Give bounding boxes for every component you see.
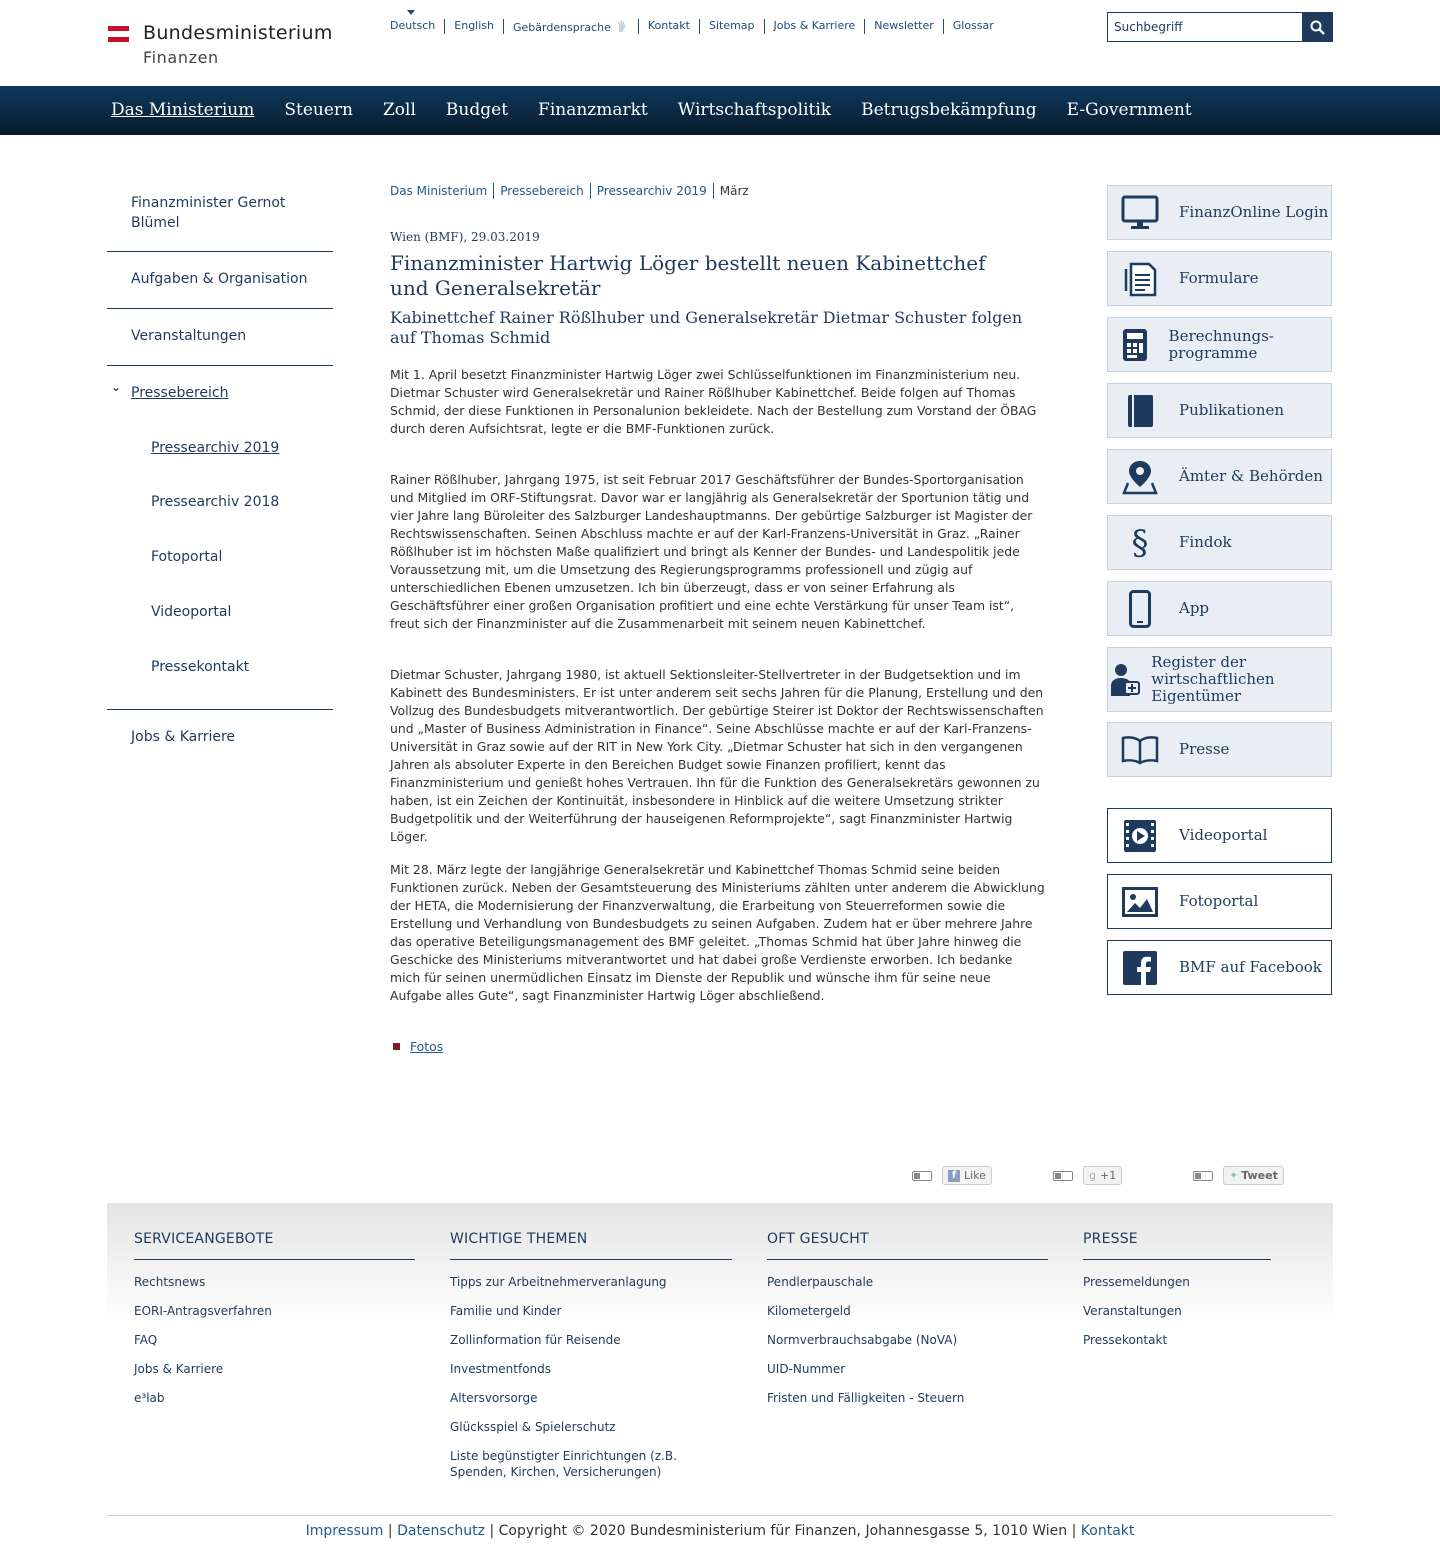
- google-small-icon: g: [1089, 1169, 1096, 1182]
- mainnav-budget[interactable]: Budget: [445, 100, 509, 120]
- article: [390, 183, 1046, 1054]
- leftnav-fotoportal[interactable]: Fotoportal: [151, 549, 223, 565]
- footer-column-title: SERVICEANGEBOTE: [134, 1231, 415, 1260]
- tile-label: BMF auf Facebook: [1179, 958, 1322, 976]
- footer-link[interactable]: Altersvorsorge: [450, 1391, 538, 1405]
- berechnungsprogramme-tile[interactable]: [1107, 317, 1332, 372]
- fotos-link[interactable]: [390, 1039, 443, 1054]
- app-tile[interactable]: [1107, 581, 1332, 636]
- article-paragraph: Mit 1. April besetzt Finanzminister Hartwig Löger zwei Schlüsselfunktionen im Finanzministerium neu. Dietmar Schuster wird Generalsekretär und Rainer Rößlhuber Kabinettchef. Beide folgen auf Thomas Schmid, der diese Funktionen in Personalunion bekleidete. Nach der Bestellung zum Vorstand der ÖBAG durch deren Aufsichtsrat, legte er die BMF-Funktionen zurück.: [390, 367, 1037, 436]
- tweet-button[interactable]: [1223, 1166, 1284, 1185]
- twitter-small-icon: ✦: [1229, 1169, 1239, 1182]
- facebook-like-widget: [912, 1166, 992, 1185]
- mainnav-ministerium[interactable]: Das Ministerium: [111, 100, 255, 120]
- article-paragraph: Rainer Rößlhuber, Jahrgang 1975, ist seit Februar 2017 Geschäftsführer der Bundes-Sportorganisation und Mitglied im ORF-Stiftungsrat. Davor war er langjährig als Generalsekretär der Sportunion tätig und vier Jahre lang Büroleiter des Salzburger Landeshauptmanns. Der gebürtige Salzburger ist Magister der Rechtswissenschaften. Seinen Abschluss machte er auf der Karl-Franzens-Universität in Graz. „Rainer Rößlhuber ist im höchsten Maße qualifiziert und bringt als Kenner der Bundes- und Landespolitik jede Voraussetzung mit, um die Umsetzung des Regierungsprogramms professionell und zügig auf unterschiedlichen Ebenen umzusetzen. Ich bin überzeugt, dass er von seiner Erfahrung als Geschäftsführer einer großen Organisation profitiert und eine echte Verstärkung für unser Team ist“, freut sich der Finanzminister auf die Zusammenarbeit mit seinem neuen Kabinettchef.: [390, 472, 1033, 631]
- article-dateline: Wien (BMF), 29.03.2019: [390, 230, 540, 244]
- topnav-sitemap[interactable]: Sitemap: [699, 19, 764, 34]
- sign-language-hand-icon: [615, 19, 629, 33]
- videoportal-tile[interactable]: [1107, 808, 1332, 863]
- mainnav-finanzmarkt[interactable]: Finanzmarkt: [538, 100, 648, 120]
- separator: |: [489, 1523, 499, 1539]
- topnav-glossar[interactable]: Glossar: [943, 19, 1003, 34]
- footer-link[interactable]: Tipps zur Arbeitnehmerveranlagung: [450, 1275, 667, 1289]
- tile-label: Formulare: [1179, 269, 1259, 287]
- privacy-toggle[interactable]: [1193, 1171, 1213, 1181]
- footer-column-serviceangebote: [134, 1231, 415, 1419]
- topnav-jobs[interactable]: Jobs & Karriere: [764, 19, 865, 34]
- breadcrumb-pressebereich[interactable]: Pressebereich: [493, 183, 590, 199]
- fotos-link-label: Fotos: [410, 1039, 444, 1054]
- leftnav-finanzminister[interactable]: Finanzminister Gernot Blümel: [107, 183, 333, 252]
- footer-column-oft-gesucht: [767, 1231, 1048, 1419]
- topnav-english[interactable]: English: [444, 19, 503, 34]
- facebook-icon: [1123, 951, 1157, 985]
- mainnav-wirtschaftspolitik[interactable]: Wirtschaftspolitik: [677, 100, 832, 120]
- search-form: [1107, 12, 1333, 42]
- document-icon: [1123, 261, 1157, 297]
- facebook-tile[interactable]: [1107, 940, 1332, 995]
- separator: |: [387, 1523, 398, 1539]
- open-book-icon: [1121, 735, 1159, 765]
- footer-link[interactable]: Investmentfonds: [450, 1362, 552, 1376]
- presse-tile[interactable]: [1107, 722, 1332, 777]
- main-navigation: [0, 86, 1440, 135]
- leftnav-pressebereich-group: [107, 366, 333, 421]
- tile-label: Register der wirtschaftlichen Eigentümer: [1151, 653, 1275, 705]
- leftnav-pressearchiv-2018[interactable]: Pressearchiv 2018: [151, 494, 280, 510]
- register-tile[interactable]: [1107, 647, 1332, 712]
- tweet-label: Tweet: [1241, 1169, 1278, 1182]
- footer-link[interactable]: Veranstaltungen: [1083, 1304, 1182, 1318]
- privacy-toggle[interactable]: [1053, 1171, 1073, 1181]
- search-button[interactable]: [1302, 12, 1333, 42]
- topnav-deutsch[interactable]: Deutsch: [390, 19, 436, 32]
- topnav-newsletter[interactable]: Newsletter: [864, 19, 942, 34]
- leftnav-videoportal[interactable]: Videoportal: [151, 604, 232, 620]
- site-footer: [107, 1203, 1333, 1503]
- bullet-square-icon: [393, 1043, 400, 1050]
- fotoportal-tile[interactable]: [1107, 874, 1332, 929]
- leftnav-pressekontakt[interactable]: Pressekontakt: [107, 640, 333, 710]
- formulare-tile[interactable]: [1107, 251, 1332, 306]
- footer-column-title: WICHTIGE THEMEN: [450, 1231, 732, 1260]
- tile-label: Presse: [1179, 740, 1230, 758]
- footer-link[interactable]: e³lab: [134, 1391, 165, 1405]
- google-plusone-widget: [1053, 1166, 1122, 1185]
- site-header: [0, 0, 1440, 86]
- leftnav-aufgaben[interactable]: Aufgaben & Organisation: [107, 252, 333, 309]
- tile-label: App: [1179, 599, 1210, 617]
- footer-link[interactable]: Zollinformation für Reisende: [450, 1333, 621, 1347]
- article-paragraph: Mit 28. März legte der langjährige Generalsekretär und Kabinettchef Thomas Schmid seine beiden Funktionen zurück. Neben der Gesamtsteuerung des Ministeriums zählten unter anderem die Abwicklung der HETA, die Modernisierung der Finanzverwaltung, die Erarbeitung von Steuerreformen sowie die Erstellung und Verhandlung von Bundesbudgets zu seinen Aufgaben. Zudem hat er über mehrere Jahre das operative Beteiligungsmanagement des BMF geleitet. „Thomas Schmid hat über Jahre hinweg die Geschicke des Ministeriums mitverantwortet und hat dabei große Verdienste erworben. Ich bedanke mich für seinen unermüdlichen Einsatz im Dienste der Republik und wünsche ihm für seine neue Aufgabe alles Gute“, sagt Finanzminister Hartwig Löger abschließend.: [390, 862, 1045, 1003]
- leftnav-veranstaltungen[interactable]: Veranstaltungen: [107, 309, 333, 366]
- footer-link[interactable]: Jobs & Karriere: [134, 1362, 224, 1376]
- mainnav-betrugsbekaempfung[interactable]: Betrugsbekämpfung: [861, 100, 1037, 120]
- chevron-down-icon: ⌄: [111, 380, 122, 394]
- mainnav-egovernment[interactable]: E-Government: [1066, 100, 1192, 120]
- topnav-kontakt[interactable]: Kontakt: [638, 19, 699, 34]
- tile-label: Ämter & Behörden: [1179, 467, 1323, 485]
- topnav-gebaerdensprache[interactable]: [503, 19, 638, 34]
- plusone-label: +1: [1099, 1169, 1117, 1182]
- facebook-small-icon: f: [948, 1170, 960, 1182]
- section-navigation: [107, 183, 333, 747]
- kontakt-link[interactable]: Kontakt: [1080, 1523, 1135, 1539]
- monitor-icon: [1121, 195, 1159, 231]
- impressum-link[interactable]: Impressum: [305, 1523, 384, 1539]
- separator: |: [1071, 1523, 1081, 1539]
- privacy-toggle[interactable]: [912, 1171, 932, 1181]
- leftnav-pressearchiv-2019[interactable]: Pressearchiv 2019: [151, 440, 280, 456]
- person-icon: [1109, 662, 1143, 698]
- footer-link[interactable]: Glücksspiel & Spielerschutz: [450, 1420, 616, 1434]
- copyright-text: Copyright © 2020 Bundesministerium für Finanzen, Johannesgasse 5, 1010 Wien: [498, 1523, 1068, 1539]
- breadcrumb-ministerium[interactable]: Das Ministerium: [390, 184, 488, 198]
- like-label: Like: [964, 1169, 986, 1182]
- publikationen-tile[interactable]: [1107, 383, 1332, 438]
- tile-label: Fotoportal: [1179, 892, 1259, 910]
- footer-column-wichtige-themen: [450, 1231, 732, 1493]
- tile-label: Berechnungs-programme: [1168, 326, 1274, 362]
- footer-link[interactable]: UID-Nummer: [767, 1362, 846, 1376]
- tile-label: Publikationen: [1179, 401, 1285, 419]
- map-pin-icon: [1122, 459, 1158, 495]
- footer-link[interactable]: Kilometergeld: [767, 1304, 851, 1318]
- footer-link[interactable]: EORI-Antragsverfahren: [134, 1304, 272, 1318]
- logo-subtitle: Finanzen: [143, 48, 219, 67]
- footer-column-title: OFT GESUCHT: [767, 1231, 1048, 1260]
- footer-link[interactable]: Pendlerpauschale: [767, 1275, 874, 1289]
- mainnav-zoll[interactable]: Zoll: [383, 100, 416, 120]
- breadcrumb: [390, 183, 1046, 199]
- footer-link[interactable]: Pressekontakt: [1083, 1333, 1168, 1347]
- copyright-bar: [0, 1523, 1440, 1539]
- footer-divider: [107, 1515, 1333, 1516]
- google-plusone-button[interactable]: [1083, 1166, 1122, 1185]
- article-title: Finanzminister Hartwig Löger bestellt neuen Kabinettchef und Generalsekretär: [390, 251, 986, 300]
- footer-link[interactable]: Pressemeldungen: [1083, 1275, 1190, 1289]
- tile-label: FinanzOnline Login: [1179, 203, 1329, 221]
- video-icon: [1122, 818, 1158, 854]
- top-navigation: [390, 19, 1003, 34]
- leftnav-pressebereich[interactable]: Pressebereich: [131, 385, 229, 401]
- footer-link[interactable]: Fristen und Fälligkeiten - Steuern: [767, 1391, 965, 1405]
- footer-link[interactable]: Liste begünstigter Einrichtungen (z.B. Spenden, Kirchen, Versicherungen): [450, 1449, 677, 1479]
- topnav-gebaerdensprache-label: Gebärdensprache: [513, 21, 611, 34]
- tile-label: Findok: [1179, 533, 1232, 551]
- logo-name: Bundesministerium: [143, 22, 333, 44]
- twitter-tweet-widget: [1193, 1166, 1284, 1185]
- leftnav-jobs[interactable]: Jobs & Karriere: [131, 729, 236, 745]
- footer-link[interactable]: Normverbrauchsabgabe (NoVA): [767, 1333, 958, 1347]
- article-paragraph: Dietmar Schuster, Jahrgang 1980, ist aktuell Sektionsleiter-Stellvertreter in der Budgetsektion und im Kabinett des Bundesministers. Er ist unter anderem seit sechs Jahren für die Planung, Erstellung und den Vollzug des Bundesbudgets mitverantwortlich. Der gebürtige Steirer ist Doktor der Rechtswissenschaften und „Master of Business Administration in Finance“. Seine Abschlüsse machte er auf der Karl-Franzens-Universität in Graz sowie auf der RIT in New York City. „Dietmar Schuster hat sich in den vergangenen Jahren als absoluter Experte in den Bereichen Budget sowie Finanzen profiliert, kennt das Finanzministerium und genießt hohes Vertrauen. Ihn für die Funktion des Generalsekretärs gewonnen zu haben, ist ein Zeichen der Kontinuität, insbesondere in Hinblick auf die weitere Umsetzung strikter Budgetpolitik und der Weiterführung der hauseigenen Reformprojekte“, sagt Finanzminister Hartwig Löger.: [390, 667, 1044, 844]
- book-icon: [1125, 393, 1155, 429]
- smartphone-icon: [1129, 590, 1151, 628]
- search-icon: [1310, 20, 1325, 35]
- photo-icon: [1122, 887, 1158, 917]
- footer-column-presse: [1083, 1231, 1271, 1361]
- tile-label: Videoportal: [1179, 826, 1268, 844]
- breadcrumb-pressearchiv-2019[interactable]: Pressearchiv 2019: [590, 183, 713, 199]
- search-input[interactable]: [1107, 12, 1303, 42]
- austria-flag-icon: [108, 26, 129, 42]
- findok-tile[interactable]: [1107, 515, 1332, 570]
- language-caret-icon: [407, 10, 415, 15]
- footer-column-title: PRESSE: [1083, 1231, 1271, 1260]
- datenschutz-link[interactable]: Datenschutz: [397, 1523, 485, 1539]
- paragraph-icon: §: [1131, 522, 1149, 563]
- footer-link[interactable]: FAQ: [134, 1333, 158, 1347]
- finanzonline-login-tile[interactable]: [1107, 185, 1332, 240]
- footer-link[interactable]: Familie und Kinder: [450, 1304, 562, 1318]
- article-subtitle: Kabinettchef Rainer Rößlhuber und Generalsekretär Dietmar Schuster folgen auf Thomas Schmid: [390, 308, 1023, 347]
- facebook-like-button[interactable]: [942, 1166, 992, 1185]
- aemter-behoerden-tile[interactable]: [1107, 449, 1332, 504]
- breadcrumb-current: März: [713, 183, 755, 199]
- calculator-icon: [1121, 327, 1149, 363]
- mainnav-steuern[interactable]: Steuern: [284, 100, 353, 120]
- footer-link[interactable]: Rechtsnews: [134, 1275, 206, 1289]
